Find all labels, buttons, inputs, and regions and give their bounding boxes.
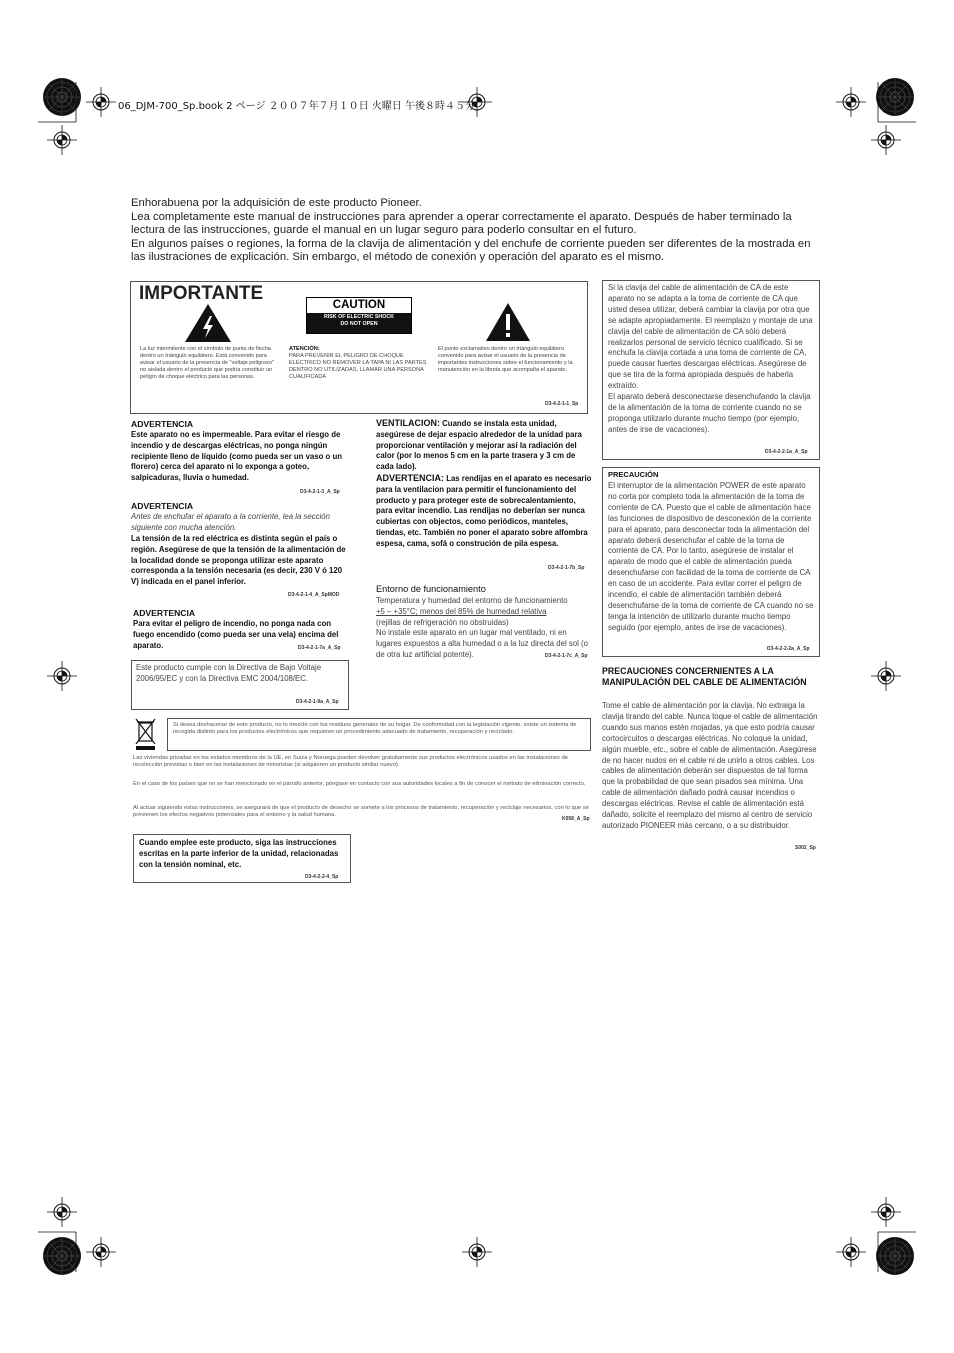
doc-code: K058_A_Sp — [562, 816, 590, 822]
weee-paragraph: En el caso de los países que no se han mencionado en el párrafo anterior, póngase en contacto con sus autoridades locales a fin de conocer el método de eliminación correcto. — [133, 781, 586, 787]
sunburst-target-icon — [43, 78, 81, 116]
doc-code: D3-4-2-2-2a_A_Sp — [767, 646, 810, 652]
doc-code: D3-4-2-1-3_A_Sp — [300, 489, 340, 495]
doc-code: D3-4-2-1-7b_Sp — [548, 565, 585, 571]
entorno-title: Entorno de funcionamiento — [376, 584, 486, 594]
entorno-block — [376, 596, 594, 661]
ventilacion-block — [376, 418, 592, 550]
weee-paragraph: Al actuar siguiendo estas instrucciones, se asegurará de que el producto de desecho se somete a los procesos de tratamiento, recuperación y reciclaje necesarios, con lo que se previenen los efectos negativos potenciales para el entorno y la salud humana. — [133, 805, 589, 819]
tension-text: Cuando emplee este producto, siga las instrucciones escritas en la parte inferior de la unidad, relacionadas con la tensión nominal, etc. — [139, 838, 339, 869]
exclamation-explanation: El punto exclamativo dentro un triángulo equilátero convenido para avisar el usuario de la presencia de importantes instrucciones sobre el funcionamiento y la manutención en la libreta que acompaña el aparato. — [438, 346, 573, 373]
cable-text: Tome el cable de alimentación por la clavija. No extraiga la clavija tirando del cable. Nunca toque el cable de alimentación cuando sus manos estén mojadas, ya que esto podría causar cortocircuitos o descargas eléctricas. No coloque la unidad, algún mueble, etc., sobre el cable de alimentación. Asegúrese de no hacer nudos en el cable ni de unirlo a otros cables. Los cables de alimentación deberán ser dispuestos de tal forma que la probabilidad de que sean pisados sea mínima. Una cable de alimentación dañado podrá causar incendios o descargas eléctricas. Revise el cable de alimentación está dañado, solicite el reemplazo del mismo al centro de servicio autorizado PIONEER más cercano, o a su distribuidor. — [602, 701, 818, 830]
ventilacion-title: VENTILACION: — [376, 418, 440, 428]
doc-code: D3-4-2-1-1_Sp — [545, 401, 579, 407]
lightning-explanation: La luz intermitente con el símbolo de punta de flecha dentro un triángulo equilátero. Está convenido para avisar el usuario de la presencia de "voltaje peligroso" no aislada dentro el producto que podría constituir un peligro de choque eléctrico para las personas. — [140, 346, 274, 380]
advertencia-title: ADVERTENCIA: — [376, 472, 445, 483]
entorno-line: +5 – +35°C; menos del 85% de humedad relativa — [376, 606, 547, 616]
doc-code: D3-4-2-1-4_A_SpMOD — [288, 592, 340, 598]
intro-paragraph: En algunos países o regiones, la forma de la clavija de alimentación y del enchufe de corriente pueden ser diferentes de la mostrada en las ilustraciones de explicación. Sin embargo, el método de conexión y operación del aparato es el mismo. — [131, 237, 811, 264]
lightning-warning-icon — [183, 303, 233, 343]
registration-mark-icon — [871, 1197, 901, 1227]
registration-mark-icon — [836, 1237, 866, 1267]
sunburst-target-icon — [876, 78, 914, 116]
registration-mark-icon — [871, 661, 901, 691]
doc-code: D3-4-2-1-7c_A_Sp — [545, 653, 588, 659]
caution-subtext — [307, 313, 411, 333]
print-header: 06_DJM-700_Sp.book 2 ページ ２００７年７月１０日 火曜日 午後８時４５分 — [118, 101, 476, 112]
advertencia-title: ADVERTENCIA — [131, 419, 194, 429]
advertencia-title: ADVERTENCIA — [131, 501, 194, 511]
registration-mark-icon — [47, 1197, 77, 1227]
directive-text: Este producto cumple con la Directiva de Bajo Voltaje 2006/95/EC y con la Directiva EMC 2004/108/EC. — [136, 663, 322, 683]
cable-title: PRECAUCIONES CONCERNIENTES A LA MANIPULACIÓN DEL CABLE DE ALIMENTACIÓN — [602, 666, 807, 687]
registration-mark-icon — [836, 87, 866, 117]
importante-title: IMPORTANTE — [139, 283, 264, 304]
registration-mark-icon — [86, 87, 116, 117]
entorno-text: No instale este aparato en un lugar mal ventilado, ni en lugares expuestos a alta humedad o a la luz directa del sol (o de otra luz artificial potente). — [376, 628, 588, 659]
weee-paragraph: Las viviendas privadas en los estados miembros de la UE, en Suiza y Noruega pueden devolver gratuitamente sus productos electrónicos usados en las instalaciones de recolección previstas o bien en las instalaciones de minoristas (si adquieren un producto similar nuevo). — [133, 755, 569, 769]
intro-paragraph: Lea completamente este manual de instrucciones para aprender a operar correctamente el aparato. Después de haber terminado la lectura de las instrucciones, guarde el manual en un lugar seguro para poderlo consultar en el futuro. — [131, 210, 792, 237]
caution-label — [306, 297, 412, 334]
intro-paragraph: Enhorabuena por la adquisición de este producto Pioneer. — [131, 197, 422, 209]
atencion-text: PARA PREVENIR EL PELIGRO DE CHOQUE ELÉCTRICO NO REMOVER LA TAPA NI LAS PARTES DENTRO NO UTILIZADAS, LLAMAR UNA PERSONA CUALIFICADA — [289, 353, 427, 380]
entorno-line: Temperatura y humedad del entorno de funcionamiento — [376, 596, 568, 605]
advertencia-text: Las rendijas en el aparato es necesario para la ventilacion para permitir el funcionamiento del producto y para proteger este de sobrecalentamiento, para evitar incendio. Las rendijas no deberían ser nunca cubiertas con objectos, como periódicos, manteles, tiendas, etc. También no poner el aparato sobre alfombra espesa, cama, sofá o construción de pila espesa. — [376, 473, 592, 548]
entorno-line: (rejillas de refrigeración no obstruidas) — [376, 617, 509, 627]
atencion-block — [289, 346, 429, 381]
weee-box-text: Si desea deshacerse de este producto, no lo mezcle con los residuos generales de su hogar. De conformidad con la legislación vigente, existe un sistema de recogida distinto para los productos electrónicos que requieren un procedimiento adecuado de tratamiento, recuperación y reciclado. — [173, 722, 577, 736]
caution-title: CAUTION — [332, 299, 386, 311]
caution-sub-line: RISK OF ELECTRIC SHOCK — [323, 314, 395, 320]
advertencia-italic: Antes de enchufar el aparato a la corriente, lea la sección siguiente con mucha atención. — [131, 512, 330, 532]
registration-mark-icon — [86, 1237, 116, 1267]
intro-text — [131, 197, 821, 265]
doc-code: D3-4-2-2-4_Sp — [305, 874, 339, 880]
doc-code: D3-4-2-1-7a_A_Sp — [298, 645, 341, 651]
registration-mark-icon — [47, 661, 77, 691]
atencion-heading: ATENCIÓN: — [289, 346, 320, 352]
sunburst-target-icon — [876, 1237, 914, 1275]
registration-mark-icon — [47, 125, 77, 155]
ventilacion-text: Cuando se instala esta unidad, asegúrese de dejar espacio alrededor de la unidad para proporcionar ventilación y mejorar así la radiación del calor (por lo menos 5 cm en la parte trasera y 3 cm de cada lado). — [376, 419, 582, 472]
advertencia-text: Este aparato no es impermeable. Para evitar el riesgo de incendio y de descargas eléctricas, no ponga ningún recipiente lleno de líquido (como pueda ser un vaso o un florero) cerca del aparato ni lo exponga a goteo, salpicaduras, lluvia o humedad. — [131, 430, 342, 483]
doc-code: D3-4-2-2-1a_A_Sp — [765, 449, 808, 455]
sunburst-target-icon — [43, 1237, 81, 1275]
caution-sub-line: DO NOT OPEN — [340, 321, 378, 327]
doc-code: D3-4-2-1-9a_A_Sp — [296, 699, 339, 705]
advertencia-text: La tensión de la red eléctrica es distinta según el país o región. Asegúrese de que la tensión de la alimentación de la localidad donde se proponga utilizar este aparato corresponda a la tensión necesaria (es decir, 230 V ó 120 V) indicada en el panel inferior. — [131, 534, 346, 587]
precaucion-title: PRECAUCIÓN — [608, 470, 659, 479]
advertencia-title: ADVERTENCIA — [133, 608, 196, 618]
registration-mark-icon — [871, 125, 901, 155]
crossed-bin-icon — [135, 717, 157, 751]
doc-code: S002_Sp — [795, 845, 816, 851]
clavija-text: Si la clavija del cable de alimentación de CA de este aparato no se adapta a la toma de corriente de CA que usted desea utilizar, deberá cambiar la clavija por otra que se adapte apropiadamente. El reemplazo y montaje de una clavija del cable de alimentación de CA sólo deberá realizarlos personal de servicio técnico cualificado. Si se enchufa la clavija cortada a una toma de corriente de CA, puede causar fuertes descargas eléctricas. Asegúrese de que se tira de la forma apropiada después de haberla extraído. El aparato deberá desconectarse desenchufando la clavija de la alimentación de la toma de corriente cuando no se proponga utilizarlo durante mucho tiempo (por ejemplo, antes de irse de vacaciones). — [608, 283, 813, 434]
exclamation-warning-icon — [485, 302, 531, 342]
registration-mark-icon — [462, 1237, 492, 1267]
advertencia-text: Para evitar el peligro de incendio, no ponga nada con fuego encendido (como pueda ser una vela) encima del aparato. — [133, 619, 339, 650]
precaucion-text: El interruptor de la alimentación POWER de este aparato no corta por completo toda la alimentación de la toma de corriente de CA. Puesto que el cable de alimentación hace las funciones de dispositivo de desconexión de la corriente para el aparato, para desconectar toda la alimentación del aparato deberá desenchufar el cable de la toma de corriente de CA. Por lo tanto, asegúrese de instalar el aparato de modo que el cable de alimentación pueda desenchufarse con facilidad de la toma de corriente de CA en caso de un accidente. Para evitar correr el peligro de incendio, el cable de alimentación también deberá desenchufarse de la toma de corriente de CA cuando no se tenga la intención de utilizarlo durante mucho tiempo seguido (por ejemplo, antes de irse de vacaciones). — [608, 481, 814, 632]
